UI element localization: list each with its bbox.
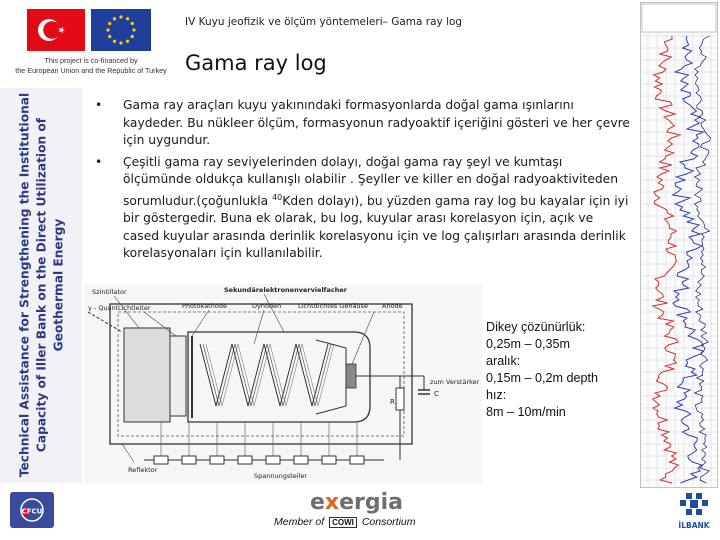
divider-resistor xyxy=(294,456,308,464)
bullet-text-post: Kden dolayı), bu yüzden gama ray log bu kayalar için iyi bir göstergedir. Buna ek olarak, bu log, kuyular arası korelasyon için, açık ve cased kuyular arasında derinlik korelasyonu için ve log çalışırları arasında derinlik korelasyonaları için kullanılabilir. xyxy=(123,193,629,261)
divider-resistor xyxy=(210,456,224,464)
light-guide xyxy=(170,336,186,416)
label-photokathode: Photokathode xyxy=(182,302,227,310)
resistor-r xyxy=(396,388,404,410)
anode xyxy=(346,364,356,388)
bullet-icon: • xyxy=(95,154,103,169)
exergia-pre: e xyxy=(310,490,325,515)
eu-star-icon xyxy=(126,17,129,20)
sidebar xyxy=(10,90,74,480)
sidebar-text: Technical Assistance for Strengthening the Institutional Capacity of Iller Bank on the Direct Utilization of Geothermal Energy xyxy=(17,92,66,478)
eu-star-icon xyxy=(131,35,134,38)
label-reflektor: Reflektor xyxy=(128,466,158,474)
ilbank-logo xyxy=(672,490,716,534)
eu-flag-icon xyxy=(91,9,151,51)
eu-star-icon xyxy=(113,17,116,20)
label-dynoden: Dynoden xyxy=(252,302,282,310)
eu-star-icon xyxy=(119,41,122,44)
spec-line: Dikey çözünürlük: xyxy=(486,320,586,334)
scintillation-detector-diagram xyxy=(84,284,482,484)
label-sekundarelektronenvervielfacher: Sekundärelektronenvervielfacher xyxy=(224,286,347,294)
bullet-icon: • xyxy=(95,98,103,112)
label-spannungsteiler: Spannungsteiler xyxy=(254,472,308,480)
divider-resistor xyxy=(182,456,196,464)
divider-resistor xyxy=(154,456,168,464)
eu-star-icon xyxy=(106,28,109,31)
bullet-item xyxy=(95,154,630,263)
eu-star-icon xyxy=(108,35,111,38)
member-line xyxy=(274,516,416,528)
divider-resistor xyxy=(322,456,336,464)
ilbank-label: İLBANK xyxy=(678,521,710,530)
member-pre: Member of xyxy=(274,516,325,528)
label-szintillator: Szintillator xyxy=(92,288,127,296)
label-c: C xyxy=(434,390,439,398)
spec-line: 8m – 10m/min xyxy=(486,405,566,419)
page-title: Gama ray log xyxy=(185,51,327,75)
exergia-post: ergia xyxy=(339,490,404,515)
exergia-x: x xyxy=(324,490,340,515)
log-strip-image xyxy=(640,2,718,488)
bullet-text: Gama ray araçları kuyu yakınındaki formasyonlarda doğal gama ışınlarını kaydeder. Bu nükleer ölçüm, formasyonun radyoaktif içeriğini gösteri ve her çevre için uygundur. xyxy=(123,98,630,147)
header-title: IV Kuyu jeofizik ve ölçüm yöntemeleri– Gama ray log xyxy=(185,16,463,28)
spec-line: hız: xyxy=(486,388,507,402)
spec-line: 0,25m – 0,35m xyxy=(486,337,571,351)
specs-text xyxy=(486,319,621,421)
bullet-superscript: 40 xyxy=(272,192,283,202)
scintillator-crystal xyxy=(124,328,170,422)
label-r: R xyxy=(390,398,395,406)
bullet-list xyxy=(95,97,630,267)
turkey-flag-icon xyxy=(27,9,85,51)
label-gamma-quant: γ - Quant xyxy=(88,304,119,312)
eu-star-icon xyxy=(131,22,134,25)
cofinance-line2: the European Union and the Republic of Turkey xyxy=(15,65,167,75)
divider-resistor xyxy=(266,456,280,464)
spec-line: 0,15m – 0,2m depth xyxy=(486,371,599,385)
exergia-logo xyxy=(310,490,403,515)
member-post: Consortium xyxy=(361,516,416,528)
flags-logo xyxy=(27,9,151,55)
bullet-text-pre: Çeşitli gama ray seviyelerinden dolayı, doğal gama ray şeyl ve kumtaşı ölçümünde oldukça kullanışlı olabilir . Şeyller ve killer en doğal radyoaktiviteden sorumludur.(çoğunlukla xyxy=(123,154,619,208)
divider-resistor xyxy=(238,456,252,464)
cowi-logo: COWI xyxy=(329,517,357,528)
divider-resistor xyxy=(350,456,364,464)
spec-line: aralık: xyxy=(486,354,521,368)
label-lichtdichtes-gehause: Lichtdichtes Gehäuse xyxy=(298,302,368,310)
bullet-item xyxy=(95,97,630,150)
cfcu-logo xyxy=(10,492,54,528)
eu-star-icon xyxy=(113,40,116,43)
cofinance-line1: This project is co-financed by xyxy=(44,56,138,65)
eu-star-icon xyxy=(126,40,129,43)
cofinance-text xyxy=(2,56,180,75)
label-anode: Anode xyxy=(382,302,403,310)
eu-star-icon xyxy=(132,28,135,31)
eu-star-icon xyxy=(119,15,122,18)
cfcu-label: CFCU xyxy=(21,507,43,516)
label-lichtleiter: Lichtleiter xyxy=(118,304,151,312)
label-zum-verstarker: zum Verstärker xyxy=(430,378,480,386)
eu-star-icon xyxy=(108,22,111,25)
